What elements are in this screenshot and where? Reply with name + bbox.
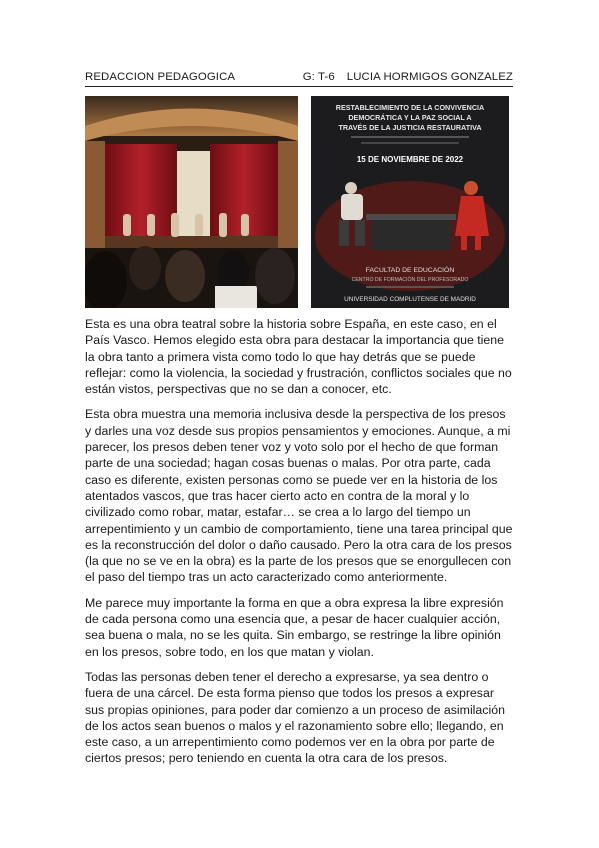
paragraph-3: Me parece muy importante la forma en que a obra expresa la libre expresión de cada persona como una esencia que, a pesar de hacer cualquier acción, sea buena o mala, no se les quita. Sin embargo, se restringe la libre opinión en los presos, sobre todo, en los que matan y violan. — [85, 595, 504, 659]
essay-body — [85, 316, 515, 776]
header-right — [303, 71, 513, 83]
paragraph-1: Esta es una obra teatral sobre la historia sobre España, en este caso, en el País Vasco. Hemos elegido esta obra para destacar la importancia que tiene la obra tanto a primera vista como todo lo que hay detrás que se puede reflejar: como la violencia, la sociedad y frustración, conflictos sociales que no están vistos, perspectivas que no se dan a conocer, etc. — [85, 317, 512, 397]
poster-footer-2: CENTRO DE FORMACIÓN DEL PROFESORADO — [351, 277, 469, 283]
poster-footer-1: FACULTAD DE EDUCACIÓN — [365, 267, 455, 274]
author-name: LUCIA HORMIGOS GONZALEZ — [346, 71, 513, 83]
poster-title-3: TRAVÉS DE LA JUSTICIA RESTAURATIVA — [338, 123, 482, 132]
poster-title-1: RESTABLECIMIENTO DE LA CONVIVENCIA — [335, 103, 485, 112]
theater-photo — [85, 96, 298, 308]
poster-title-2: DEMOCRÁTICA Y LA PAZ SOCIAL A — [348, 113, 472, 122]
poster-date: 15 DE NOVIEMBRE DE 2022 — [356, 155, 464, 164]
course-title: REDACCION PEDAGOGICA — [85, 71, 236, 83]
paragraph-2: Esta obra muestra una memoria inclusiva desde la perspectiva de los presos y darles una voz desde sus propios pensamientos y emociones. Aunque, a mi parecer, los presos deben tener voz y voto solo por el hecho de que forman parte de una sociedad; hagan cosas buenas o malas. Por otra parte, cada caso es diferente, existen personas como se puede ver en la historia de los atentados vascos, que tras hacer cierto acto en contra de la moral y lo civilizado como robar, matar, estafar… se crea a lo largo del tiempo un arrepentimiento y un cambio de comportamiento, tiene una tarea principal que es la reconstrucción del dolor o daño causado. Pero la otra cara de los presos (la que no se ve en la obra) es la parte de los presos que se enorgullecen con el paso del tiempo tras un acto caracterizado como anteriormente. — [85, 407, 513, 585]
poster-footer-3: UNIVERSIDAD COMPLUTENSE DE MADRID — [344, 296, 476, 303]
event-poster — [311, 96, 509, 308]
paragraph-4: Todas las personas deben tener el derecho a expresarse, ya sea dentro o fuera de una cárcel. De esta forma pienso que todos los presos a expresar sus propias opiniones, para poder dar comienzo a un proceso de asimilación de los actos sean buenos o malos y el razonamiento sobre ello; llegando, en este caso, a un arrepentimiento como podemos ver en la obra por parte de ciertos presos; pero teniendo en cuenta la otra cara de los presos. — [85, 669, 505, 766]
group-label: G: T-6 — [302, 71, 335, 83]
header-rule — [85, 86, 513, 87]
